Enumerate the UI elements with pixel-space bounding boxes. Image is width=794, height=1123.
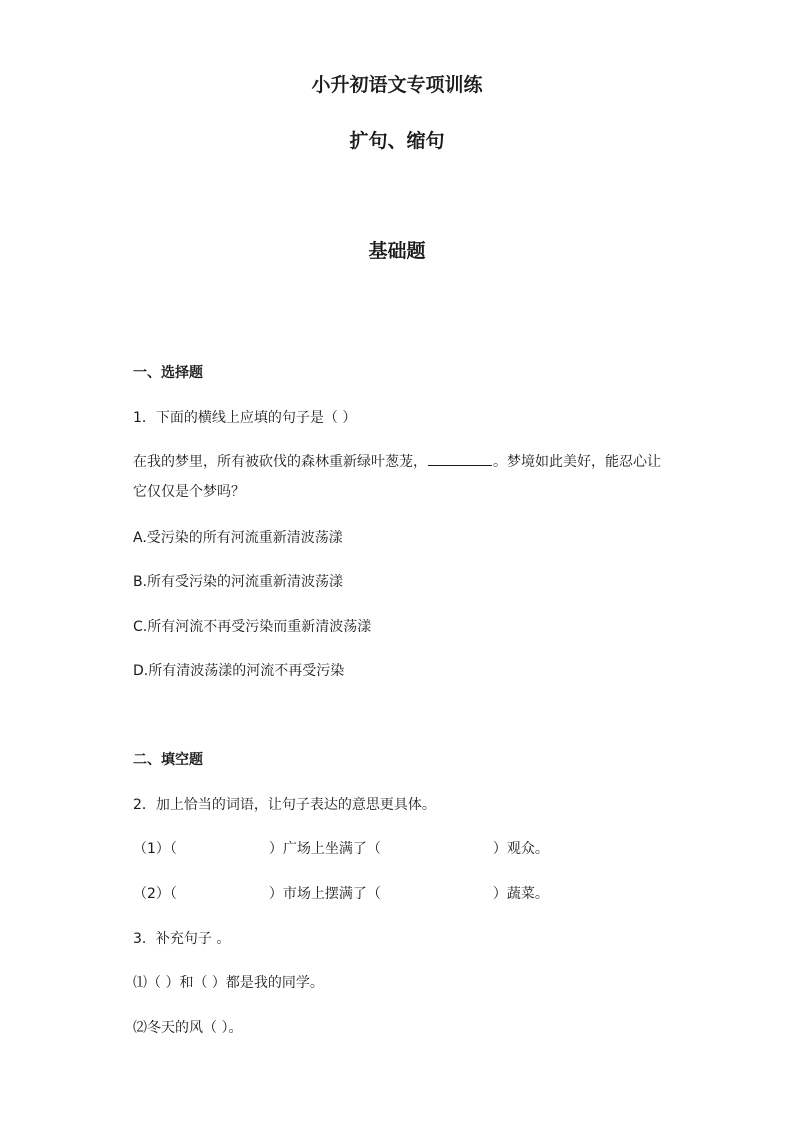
question-3-item-1: ⑴（ ）和（ ）都是我的同学。 [133,975,324,991]
difficulty-level: 基础题 [368,240,426,262]
answer-blank [428,452,492,466]
option-b: B.所有受污染的河流重新清波荡漾 [133,574,344,590]
page-title: 小升初语文专项训练 [311,74,483,96]
option-d: D.所有清波荡漾的河流不再受污染 [133,663,345,679]
item-middle: ）广场上坐满了（ [268,841,381,857]
option-c: C.所有河流不再受污染而重新清波荡漾 [133,619,372,635]
passage-text-part1: 在我的梦里，所有被砍伐的森林重新绿叶葱茏， [133,454,427,470]
question-1-passage [133,451,661,471]
section-title-fill: 二、填空题 [133,752,203,768]
item-end: ）观众。 [492,841,549,857]
item-end: ）蔬菜。 [492,886,549,902]
item-number: （2）（ [133,886,177,902]
question-2-item-2 [133,883,549,903]
item-middle: ）市场上摆满了（ [268,886,381,902]
question-2-item-1 [133,838,549,858]
question-3-item-2: ⑵冬天的风（ ）。 [133,1020,243,1036]
question-3-stem: 3．补充句子 。 [133,931,231,947]
question-2-stem: 2．加上恰当的词语，让句子表达的意思更具体。 [133,797,436,813]
question-1-passage-line2: 它仅仅是个梦吗？ [133,484,245,500]
page-subtitle: 扩句、缩句 [349,130,445,152]
item-number: （1）（ [133,841,177,857]
passage-text-part2: 。梦境如此美好，能忍心让 [493,454,661,470]
option-a: A.受污染的所有河流重新清波荡漾 [133,530,343,546]
section-title-choice: 一、选择题 [133,365,203,381]
question-1-stem: 1．下面的横线上应填的句子是（ ） [133,410,357,426]
